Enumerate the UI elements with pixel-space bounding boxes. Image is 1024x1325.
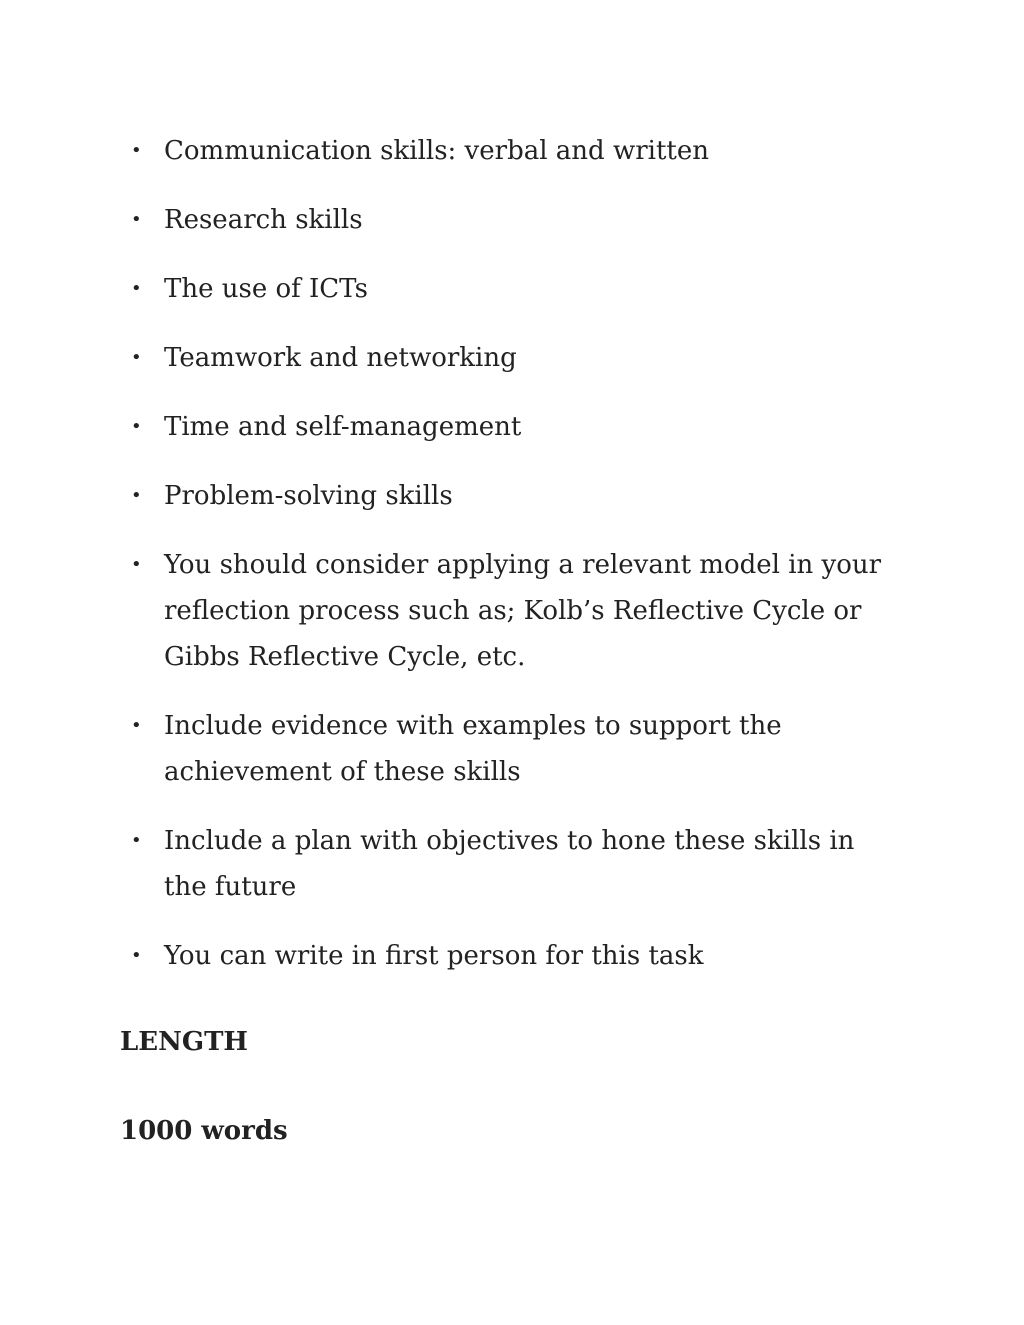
list-item: • You should consider applying a relevant model in your reflection process such as; Kolb’s Reflective Cycle or Gibbs Reflective Cycle, etc. [164, 542, 904, 680]
list-item: • You can write in first person for this task [164, 933, 904, 979]
list-item: • Research skills [164, 197, 904, 243]
list-item: • Time and self-management [164, 404, 904, 450]
requirements-list [164, 128, 904, 1002]
list-item: • Teamwork and networking [164, 335, 904, 381]
list-item: • Include evidence with examples to support the achievement of these skills [164, 703, 904, 795]
list-item: • Problem-solving skills [164, 473, 904, 519]
length-heading: LENGTH [120, 1027, 248, 1057]
word-count: 1000 words [120, 1116, 288, 1146]
list-item: • The use of ICTs [164, 266, 904, 312]
list-item: • Communication skills: verbal and written [164, 128, 904, 174]
list-item: • Include a plan with objectives to hone these skills in the future [164, 818, 904, 910]
